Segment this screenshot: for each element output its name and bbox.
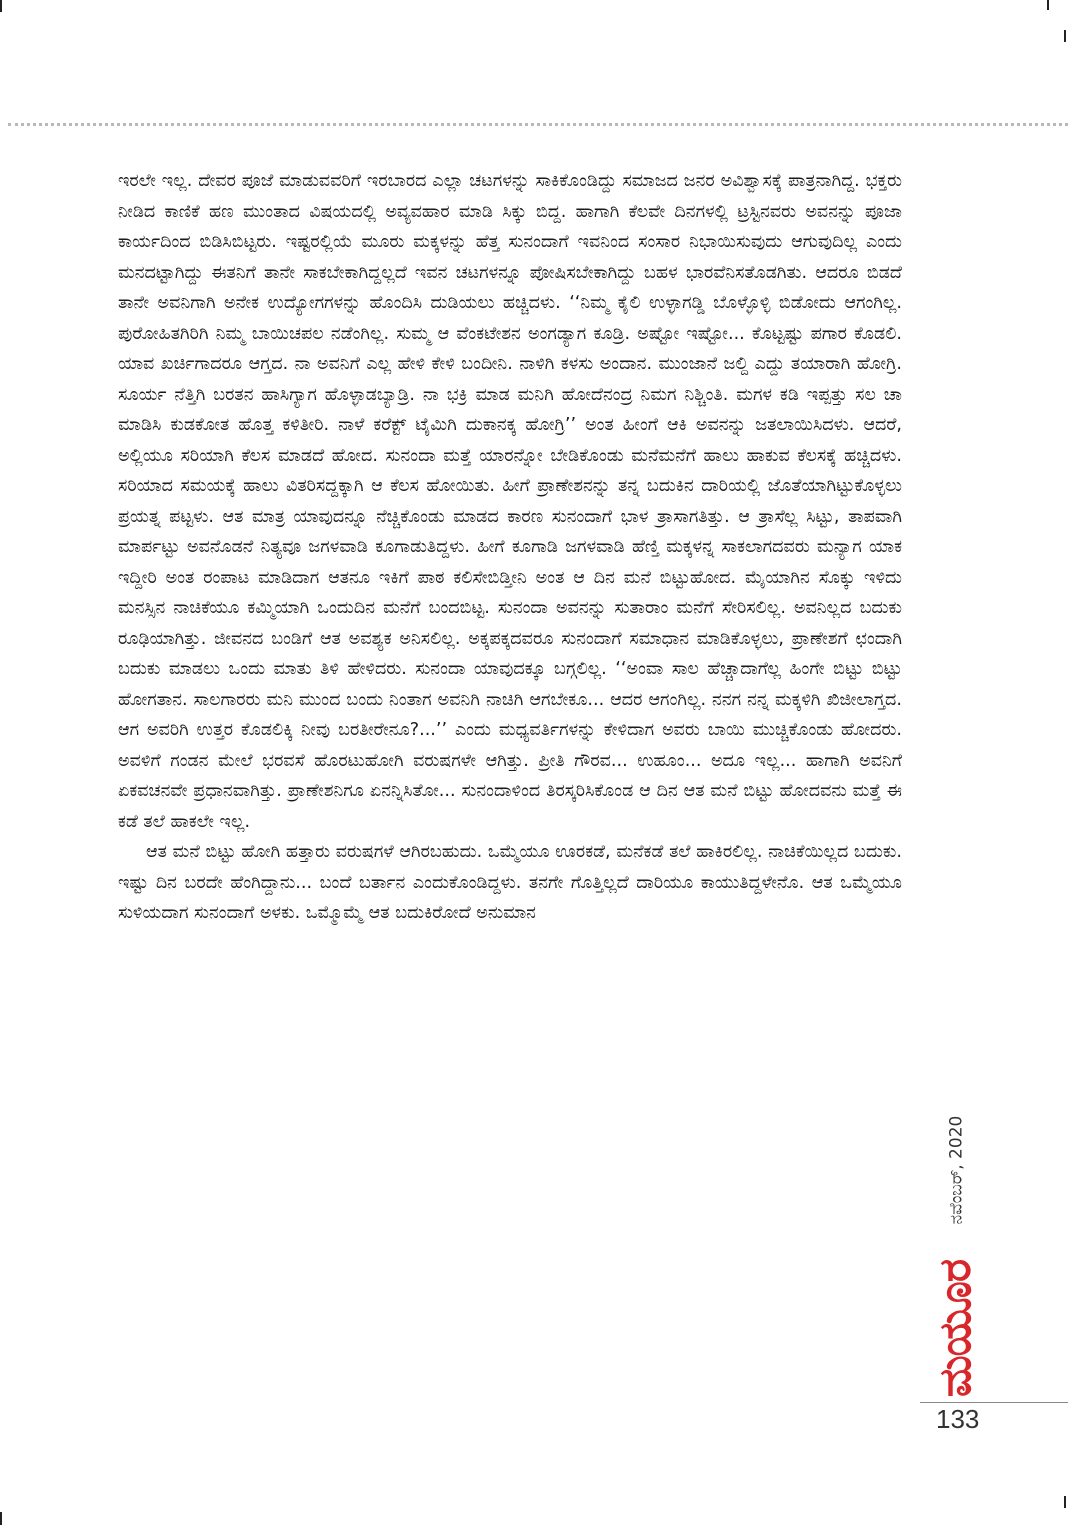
- article-body: [118, 166, 902, 929]
- footer-rule: [920, 1402, 1068, 1403]
- crop-mark-right-edge: [1064, 30, 1066, 42]
- crop-mark-bottom-right: [1064, 1496, 1066, 1508]
- paragraph-2: ಆತ ಮನೆ ಬಿಟ್ಟು ಹೋಗಿ ಹತ್ತಾರು ವರುಷಗಳೆ ಆಗಿರಬಹುದು. ಒಮ್ಮೆಯೂ ಊರಕಡೆ, ಮನೆಕಡೆ ತಲೆ ಹಾಕಿರಲಿಲ್ಲ. ನಾಚಿಕೆಯಿಲ್ಲದ ಬದುಕು. ಇಷ್ಟು ದಿನ ಬರದೇ ಹೆಂಗಿದ್ದಾನು... ಬಂದೆ ಬರ್ತಾನ ಎಂದುಕೊಂಡಿದ್ದಳು. ತನಗೇ ಗೊತ್ತಿಲ್ಲದೆ ದಾರಿಯೂ ಕಾಯುತಿದ್ದಳೇನೊ. ಆತ ಒಮ್ಮೆಯೂ ಸುಳಿಯದಾಗ ಸುನಂದಾಗೆ ಅಳಕು. ಒಮ್ಮೊಮ್ಮೆ ಆತ ಬದುಕಿರೋದೆ ಅನುಮಾನ: [118, 842, 902, 923]
- page-number: 133: [936, 1404, 980, 1434]
- crop-mark-bottom-left: [0, 1512, 2, 1525]
- crop-mark-top-right: [1047, 0, 1049, 10]
- header-dotted-rule: [8, 123, 1068, 126]
- paragraph-1: ಇರಲೇ ಇಲ್ಲ. ದೇವರ ಪೂಜೆ ಮಾಡುವವರಿಗೆ ಇರಬಾರದ ಎಲ್ಲಾ ಚಟಗಳನ್ನು ಸಾಕಿಕೊಂಡಿದ್ದು ಸಮಾಜದ ಜನರ ಅವಿಶ್ವಾಸಕ್ಕೆ ಪಾತ್ರನಾಗಿದ್ದ. ಭಕ್ತರು ನೀಡಿದ ಕಾಣಿಕೆ ಹಣ ಮುಂತಾದ ವಿಷಯದಲ್ಲಿ ಅವ್ಯವಹಾರ ಮಾಡಿ ಸಿಕ್ಕು ಬಿದ್ದ. ಹಾಗಾಗಿ ಕೆಲವೇ ದಿನಗಳಲ್ಲಿ ಟ್ರಸ್ಟಿನವರು ಅವನನ್ನು ಪೂಜಾ ಕಾರ್ಯದಿಂದ ಬಿಡಿಸಿಬಿಟ್ಟರು. ಇಷ್ಟರಲ್ಲಿಯೆ ಮೂರು ಮಕ್ಕಳನ್ನು ಹೆತ್ತ ಸುನಂದಾಗೆ ಇವನಿಂದ ಸಂಸಾರ ನಿಭಾಯಿಸುವುದು ಆಗುವುದಿಲ್ಲ ಎಂದು ಮನದಟ್ಟಾಗಿದ್ದು ಈತನಿಗೆ ತಾನೇ ಸಾಕಬೇಕಾಗಿದ್ದಲ್ಲದೆ ಇವನ ಚಟಗಳನ್ನೂ ಪೋಷಿಸಬೇಕಾಗಿದ್ದು ಬಹಳ ಭಾರವೆನಿಸತೊಡಗಿತು. ಆದರೂ ಬಿಡದೆ ತಾನೇ ಅವನಿಗಾಗಿ ಅನೇಕ ಉದ್ಯೋಗಗಳನ್ನು ಹೊಂದಿಸಿ ದುಡಿಯಲು ಹಚ್ಚಿದಳು. ‘‘ನಿಮ್ಮ ಕೈಲಿ ಉಳ್ಳಾಗಡ್ಡಿ ಬೊಳ್ಳೊಳ್ಳಿ ಬಿಡೋದು ಆಗಂಗಿಲ್ಲ. ಪುರೋಹಿತಗಿರಿಗಿ ನಿಮ್ಮ ಬಾಯಿಚಪಲ ನಡೆಂಗಿಲ್ಲ. ಸುಮ್ಮ ಆ ವೆಂಕಟೇಶನ ಅಂಗಡ್ಯಾಗ ಕೂಡ್ರಿ. ಅಷ್ಟೋ ಇಷ್ಟೋ... ಕೊಟ್ಟಷ್ಟು ಪಗಾರ ಕೊಡಲಿ. ಯಾವ ಖರ್ಚಿಗಾದರೂ ಆಗ್ತದ. ನಾ ಅವನಿಗೆ ಎಲ್ಲ ಹೇಳಿ ಕೇಳಿ ಬಂದೀನಿ. ನಾಳಿಗಿ ಕಳಸು ಅಂದಾನ. ಮುಂಜಾನೆ ಜಲ್ದಿ ಎದ್ದು ತಯಾರಾಗಿ ಹೋಗ್ರಿ. ಸೂರ್ಯ ನೆತ್ತಿಗಿ ಬರತನ ಹಾಸಿಗ್ಯಾಗ ಹೊಳ್ಳಾಡಬ್ಯಾಡ್ರಿ. ನಾ ಭಕ್ರಿ ಮಾಡ ಮನಿಗಿ ಹೋದೆನಂದ್ರ ನಿಮಗ ನಿಶ್ಚಿಂತಿ. ಮಗಳ ಕಡಿ ಇಪ್ಪತ್ತು ಸಲ ಚಾ ಮಾಡಿಸಿ ಕುಡಕೋತ ಹೊತ್ತ ಕಳಿತೀರಿ. ನಾಳೆ ಕರೆಕ್ಟ್ ಟೈಮಿಗಿ ದುಕಾನಕ್ಕ ಹೋಗ್ರಿ’’ ಅಂತ ಹೀಂಗೆ ಆಕಿ ಅವನನ್ನು ಜತಲಾಯಿಸಿದಳು. ಆದರೆ, ಅಲ್ಲಿಯೂ ಸರಿಯಾಗಿ ಕೆಲಸ ಮಾಡದೆ ಹೋದ. ಸುನಂದಾ ಮತ್ತೆ ಯಾರನ್ನೋ ಬೇಡಿಕೊಂಡು ಮನೆಮನೆಗೆ ಹಾಲು ಹಾಕುವ ಕೆಲಸಕ್ಕೆ ಹಚ್ಚಿದಳು. ಸರಿಯಾದ ಸಮಯಕ್ಕೆ ಹಾಲು ವಿತರಿಸದ್ದಕ್ಕಾಗಿ ಆ ಕೆಲಸ ಹೋಯಿತು. ಹೀಗೆ ಪ್ರಾಣೇಶನನ್ನು ತನ್ನ ಬದುಕಿನ ದಾರಿಯಲ್ಲಿ ಜೊತೆಯಾಗಿಟ್ಟುಕೊಳ್ಳಲು ಪ್ರಯತ್ನ ಪಟ್ಟಳು. ಆತ ಮಾತ್ರ ಯಾವುದನ್ನೂ ನೆಚ್ಚಿಕೊಂಡು ಮಾಡದ ಕಾರಣ ಸುನಂದಾಗೆ ಭಾಳ ತ್ರಾಸಾಗತಿತ್ತು. ಆ ತ್ರಾಸೆಲ್ಲ ಸಿಟ್ಟು, ತಾಪವಾಗಿ ಮಾರ್ಪಟ್ಟು ಅವನೊಡನೆ ನಿತ್ಯವೂ ಜಗಳವಾಡಿ ಕೂಗಾಡುತಿದ್ದಳು. ಹೀಗೆ ಕೂಗಾಡಿ ಜಗಳವಾಡಿ ಹೆಣ್ತಿ ಮಕ್ಕಳನ್ನ ಸಾಕಲಾಗದವರು ಮನ್ಯಾಗ ಯಾಕ ಇದ್ದೀರಿ ಅಂತ ರಂಪಾಟ ಮಾಡಿದಾಗ ಆತನೂ ಇಕಿಗೆ ಪಾಠ ಕಲಿಸೇಬಿಡ್ತೀನಿ ಅಂತ ಆ ದಿನ ಮನೆ ಬಿಟ್ಟುಹೋದ. ಮೈಯಾಗಿನ ಸೊಕ್ಕು ಇಳಿದು ಮನಸ್ಸಿನ ನಾಚಿಕೆಯೂ ಕಮ್ಮಿಯಾಗಿ ಒಂದುದಿನ ಮನೆಗೆ ಬಂದಬಿಟ್ಟ. ಸುನಂದಾ ಅವನನ್ನು ಸುತಾರಾಂ ಮನೆಗೆ ಸೇರಿಸಲಿಲ್ಲ. ಅವನಿಲ್ಲದ ಬದುಕು ರೂಢಿಯಾಗಿತ್ತು. ಜೀವನದ ಬಂಡಿಗೆ ಆತ ಅವಶ್ಯಕ ಅನಿಸಲಿಲ್ಲ. ಅಕ್ಕಪಕ್ಕದವರೂ ಸುನಂದಾಗೆ ಸಮಾಧಾನ ಮಾಡಿಕೊಳ್ಳಲು, ಪ್ರಾಣೇಶಗೆ ಛಂದಾಗಿ ಬದುಕು ಮಾಡಲು ಒಂದು ಮಾತು ತಿಳಿ ಹೇಳಿದರು. ಸುನಂದಾ ಯಾವುದಕ್ಕೂ ಬಗ್ಗಲಿಲ್ಲ. ‘‘ಅಂವಾ ಸಾಲ ಹೆಚ್ಚಾದಾಗೆಲ್ಲ ಹಿಂಗೇ ಬಿಟ್ಟು ಬಿಟ್ಟು ಹೋಗತಾನ. ಸಾಲಗಾರರು ಮನಿ ಮುಂದ ಬಂದು ನಿಂತಾಗ ಅವನಿಗಿ ನಾಚಿಗಿ ಆಗಬೇಕೂ... ಆದರ ಆಗಂಗಿಲ್ಲ. ನನಗ ನನ್ನ ಮಕ್ಕಳಿಗಿ ಖಿಜೀಲಾಗ್ತದ. ಆಗ ಅವರಿಗಿ ಉತ್ತರ ಕೊಡಲಿಕ್ಕಿ ನೀವು ಬರತೀರೇನೂ?...’’ ಎಂದು ಮಧ್ಯವರ್ತಿಗಳನ್ನು ಕೇಳಿದಾಗ ಅವರು ಬಾಯಿ ಮುಚ್ಚಿಕೊಂಡು ಹೋದರು. ಅವಳಿಗೆ ಗಂಡನ ಮೇಲೆ ಭರವಸೆ ಹೊರಟುಹೋಗಿ ವರುಷಗಳೇ ಆಗಿತ್ತು. ಪ್ರೀತಿ ಗೌರವ... ಉಹೂಂ... ಅದೂ ಇಲ್ಲ... ಹಾಗಾಗಿ ಅವನಿಗೆ ಏಕವಚನವೇ ಪ್ರಧಾನವಾಗಿತ್ತು. ಪ್ರಾಣೇಶನಿಗೂ ಏನನ್ನಿಸಿತೋ... ಸುನಂದಾಳಿಂದ ತಿರಸ್ಕರಿಸಿಕೊಂಡ ಆ ದಿನ ಆತ ಮನೆ ಬಿಟ್ಟು ಹೋದವನು ಮತ್ತೆ ಈ ಕಡೆ ತಲೆ ಹಾಕಲೇ ಇಲ್ಲ.: [118, 171, 902, 832]
- magazine-logo: [928, 1258, 984, 1398]
- issue-date: [936, 1095, 976, 1245]
- issue-date-text: ನವೆಂಬರ್, 2020: [946, 1115, 967, 1225]
- magazine-logo-text: ಮಯೂರ: [930, 1259, 982, 1397]
- crop-mark-top-left: [0, 0, 2, 12]
